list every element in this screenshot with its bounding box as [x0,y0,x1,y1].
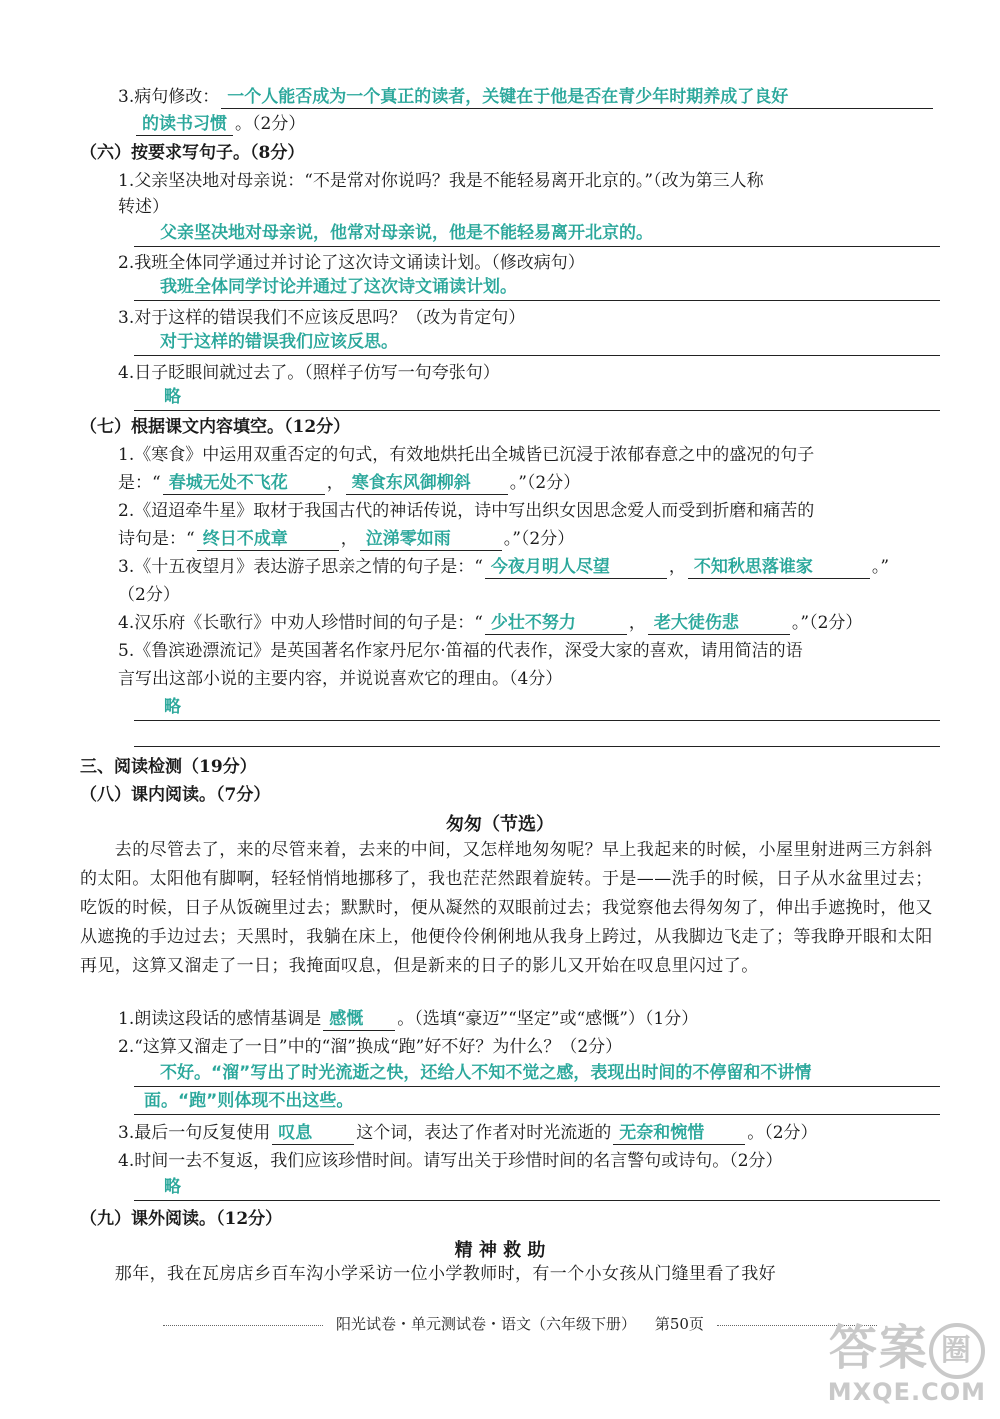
reading-q3-answer-1: 叹息 [272,1122,354,1145]
q3-answer-2: 的读书习惯 [136,113,233,136]
sec7-q3-answer-2: 不知秋思落谁家 [688,556,870,579]
sec7-q5-line1: 5.《鲁滨逊漂流记》是英国著名作家丹尼尔·笛福的代表作，深受大家的喜欢，请用简洁的语 [118,641,803,661]
q3-suffix: 。（2分） [235,114,306,134]
reading-q2-answer-1: 不好。“溜”写出了时光流逝之快，还给人不知不觉之感，表现出时间的不停留和不讲情 [160,1063,812,1083]
sec6-q1-answer-line [134,222,940,247]
sec7-q2-post: 。”（2分） [503,529,575,549]
reading-q3-answer-2: 无奈和惋惜 [613,1122,745,1145]
sec6-q4: 4.日子眨眼间就过去了。（照样子仿写一句夸张句） [118,363,500,383]
sec7-q3-mid: ， [668,557,686,577]
passage2-start: 那年，我在瓦房店乡百车沟小学采访一位小学教师时，有一个小女孩从门缝里看了我好 [80,1264,776,1284]
reading-q1-answer: 感慨 [323,1008,395,1031]
sec7-q2-line1: 2.《迢迢牵牛星》取材于我国古代的神话传说，诗中写出织女因思念爱人而受到折磨和痛苦的 [118,501,815,521]
sec7-q2-pre: 诗句是：“ [118,529,195,549]
sec7-q2-answer-2: 泣涕零如雨 [360,528,502,551]
sec6-q3-answer-line [134,331,940,356]
sec7-q3-answer-1: 今夜月明人尽望 [485,556,667,579]
sec6-q4-answer: 略 [164,387,181,407]
sec9-heading: （九）课外阅读。（12分） [80,1209,283,1229]
watermark-badge-icon: 圈 [929,1323,985,1379]
reading-q2-answer-2: 面。“跑”则体现不出这些。 [144,1091,354,1111]
sec7-q4-pre: 4.汉乐府《长歌行》中劝人珍惜时间的句子是：“ [118,613,483,633]
sec7-q5-line2: 言写出这部小说的主要内容，并说说喜欢它的理由。（4分） [118,669,563,689]
sec7-q4-post: 。”（2分） [791,613,863,633]
sec8-heading: （八）课内阅读。（7分） [80,785,271,805]
sec7-q1-answer-2: 寒食东风御柳斜 [346,472,508,495]
q3-correction-line2 [134,113,305,136]
q3-prefix: 3.病句修改： [118,87,220,107]
watermark-line1 [828,1322,986,1379]
sec7-q1-post: 。”（2分） [509,473,581,493]
reading-q4-answer-line [134,1176,940,1201]
reading-q2-answer-line1 [134,1062,940,1087]
sec6-q2-answer: 我班全体同学讨论并通过了这次诗文诵读计划。 [160,277,517,297]
sec6-q4-answer-line [134,386,940,411]
sec7-q1-mid: ， [326,473,344,493]
sec7-q3-score: （2分） [118,585,180,605]
sec7-q5-answer: 略 [164,697,181,717]
sec7-q2-line2 [118,528,574,551]
sec6-q3: 3.对于这样的错误我们不应该反思吗？（改为肯定句） [118,308,526,328]
reading-q4: 4.时间一去不复返，我们应该珍惜时间。请写出关于珍惜时间的名言警句或诗句。（2分） [118,1151,783,1171]
reading-q2-answer-line2 [134,1090,940,1115]
sec7-q3-line1 [118,556,889,579]
sec7-q5-blank-line [134,722,940,747]
sec7-q3-pre: 3.《十五夜望月》表达游子思亲之情的句子是：“ [118,557,483,577]
watermark-text: 答案 [828,1320,929,1376]
reading-q1 [118,1008,698,1031]
watermark-logo [828,1322,986,1405]
sec7-q4 [118,612,862,635]
watermark-url: MXQE.COM [827,1378,986,1406]
sec6-heading: （六）按要求写句子。（8分） [80,143,305,163]
sec6-q2-answer-line [134,276,940,301]
sec7-q1-answer-1: 春城无处不飞花 [163,472,325,495]
passage2-title: 精 神 救 助 [454,1240,546,1261]
sec6-q2: 2.我班全体同学通过并讨论了这次诗文诵读计划。（修改病句） [118,253,585,273]
sec7-q1-line2 [118,472,580,495]
reading-q4-answer: 略 [164,1177,181,1197]
sec6-q1-answer: 父亲坚决地对母亲说，他常对母亲说，他是不能轻易离开北京的。 [160,223,653,243]
reading-q3 [118,1122,818,1145]
sec7-q1-line1: 1.《寒食》中运用双重否定的句式，有效地烘托出全城皆已沉浸于浓郁春意之中的盛况的句子 [118,445,815,465]
page-footer [100,1313,940,1334]
reading-q1-post: 。（选填“豪迈”“坚定”或“感慨”）（1分） [397,1009,699,1029]
reading-q3-pre: 3.最后一句反复使用 [118,1123,271,1143]
reading-q3-mid: 这个词，表达了作者对时光流逝的 [356,1123,612,1143]
sec7-q4-answer-1: 少壮不努力 [485,612,627,635]
reading-q2: 2.“这算又溜走了一日”中的“溜”换成“跑”好不好？为什么？（2分） [118,1037,623,1057]
sec7-q4-answer-2: 老大徒伤悲 [648,612,790,635]
footer-dots-left [163,1325,323,1326]
sec7-q4-mid: ， [628,613,646,633]
sec6-q3-answer: 对于这样的错误我们应该反思。 [160,332,398,352]
footer-title: 阳光试卷・单元测试卷・语文（六年级下册） [336,1315,637,1333]
reading-q1-pre: 1.朗读这段话的感情基调是 [118,1009,322,1029]
passage-title: 匆匆（节选） [446,814,554,835]
q3-answer-1: 一个人能否成为一个真正的读者，关键在于他是否在青少年时期养成了良好 [221,86,933,109]
part3-heading: 三、阅读检测（19分） [80,757,257,777]
q3-correction-line1 [118,86,935,109]
sec6-q1-line1: 1.父亲坚决地对母亲说：“不是常对你说吗？我是不能轻易离开北京的。”（改为第三人称 [118,171,764,191]
sec7-heading: （七）根据课文内容填空。（12分） [80,417,351,437]
sec6-q1-line2: 转述） [118,197,169,217]
reading-q3-post: 。（2分） [747,1123,818,1143]
page-number: 第50页 [654,1315,704,1333]
sec7-q5-answer-line [134,696,940,721]
sec7-q1-pre: 是：“ [118,473,161,493]
sec7-q2-answer-1: 终日不成章 [197,528,339,551]
sec7-q2-mid: ， [340,529,358,549]
sec7-q3-post: 。” [871,557,890,577]
passage-body: 去的尽管去了，来的尽管来着，去来的中间，又怎样地匆匆呢？早上我起来的时候，小屋里射进两三方斜斜的太阳。太阳他有脚啊，轻轻悄悄地挪移了，我也茫茫然跟着旋转。于是——洗手的时候，日子从水盆里过去；吃饭的时候，日子从饭碗里过去；默默时，便从凝然的双眼前过去；我觉察他去得匆匆了，伸出手遮挽时，他又从遮挽的手边过去；天黑时，我躺在床上，他便伶伶俐俐地从我身上跨过，从我脚边飞走了；等我睁开眼和太阳再见，这算又溜走了一日；我掩面叹息，但是新来的日子的影儿又开始在叹息里闪过了。 [80,840,933,976]
